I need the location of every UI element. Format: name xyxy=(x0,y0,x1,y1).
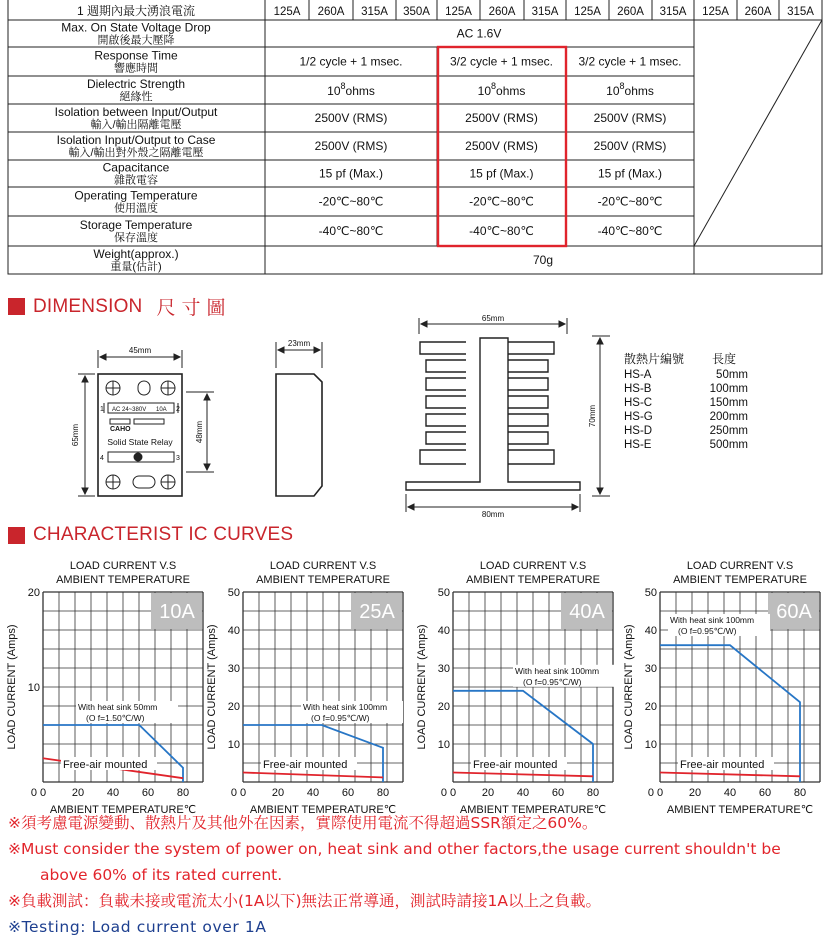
note-2: ※Must consider the system of power on, heat sink and other factors,the usage current shouldn't be above 60% of its rated current. xyxy=(8,840,781,884)
x-tick-label: 80 xyxy=(793,787,807,799)
row-label-cn: 保存溫度 xyxy=(114,232,158,244)
chart-title-line1: LOAD CURRENT V.S xyxy=(686,560,794,572)
current-cell: 125A xyxy=(273,6,301,18)
y-tick-label: 20 xyxy=(437,701,450,713)
row-value: AC 1.6V xyxy=(456,26,502,41)
row-labels xyxy=(55,21,218,274)
chart-title-line1: LOAD CURRENT V.S xyxy=(269,560,377,572)
free-air-label: Free-air mounted xyxy=(263,759,348,771)
x-tick-label: 0 xyxy=(39,787,47,799)
x-tick-label: 20 xyxy=(271,787,285,799)
row-label-en: Isolation between Input/Output xyxy=(54,105,218,119)
pin-2: 2 xyxy=(176,406,180,413)
free-air-label: Free-air mounted xyxy=(473,759,558,771)
row-label-cn: 絕緣性 xyxy=(119,91,153,103)
y-axis-label: LOAD CURRENT (Amps) xyxy=(206,624,218,750)
free-air-label: Free-air mounted xyxy=(63,759,148,771)
heatsink-code: HS-A xyxy=(624,369,652,381)
row-label-cn: 使用溫度 xyxy=(114,202,158,215)
row-value: $10^8ohms$ xyxy=(606,81,654,98)
chart-title-line2: AMBIENT TEMPERATURE xyxy=(673,574,807,586)
current-cell: 315A xyxy=(531,6,559,18)
y-axis-label: LOAD CURRENT (Amps) xyxy=(6,624,18,750)
row-label-en: Weight(approx.) xyxy=(93,247,179,261)
chart-title-line2: AMBIENT TEMPERATURE xyxy=(56,574,190,586)
y-tick-label: 30 xyxy=(437,663,450,675)
current-cell: 125A xyxy=(574,6,601,18)
x-axis-label: AMBIENT TEMPERATURE℃ xyxy=(49,804,197,816)
heatsink-label: With heat sink 50mm xyxy=(78,702,158,712)
y-tick-label: 20 xyxy=(227,701,240,713)
rating-badge-label: 60A xyxy=(776,601,812,623)
note-1: ※須考慮電源變動、散熱片及其他外在因素，實際使用電流不得超過SSR額定之60%。 xyxy=(8,814,598,832)
x-tick-label: 20 xyxy=(481,787,495,799)
row-label-cn: 輸入/輸出隔離電壓 xyxy=(90,119,182,131)
y-tick-label: 10 xyxy=(27,682,40,694)
section-square-icon xyxy=(8,527,25,544)
free-air-curve xyxy=(453,773,593,777)
x-tick-label: 20 xyxy=(688,787,702,799)
chart-10A xyxy=(6,560,203,816)
front-width-label: 45mm xyxy=(128,346,152,355)
y-tick-label: 0 xyxy=(30,787,37,799)
y-tick-label: 0 xyxy=(647,787,654,799)
x-tick-label: 40 xyxy=(723,787,737,799)
row-value: 15 pf (Max.) xyxy=(469,166,534,181)
chart-title-line1: LOAD CURRENT V.S xyxy=(69,560,177,572)
current-cell: 315A xyxy=(361,6,388,18)
row-label-cn: 輸入/輸出對外殼之隔離電壓 xyxy=(68,147,204,159)
heatsink-curve xyxy=(43,725,183,782)
brand-logo: CAHO xyxy=(110,426,131,433)
current-cell: 125A xyxy=(702,6,729,18)
chart-40A xyxy=(416,560,615,816)
x-tick-label: 80 xyxy=(586,787,600,799)
y-tick-label: 10 xyxy=(227,739,240,751)
pin-1: 1 xyxy=(100,406,104,413)
x-tick-label: 80 xyxy=(176,787,190,799)
free-air-label: Free-air mounted xyxy=(680,759,765,771)
row-value: 1/2 cycle + 1 msec. xyxy=(299,54,403,69)
dimension-title-cn: 尺寸圖 xyxy=(156,297,232,319)
x-tick-label: 40 xyxy=(106,787,120,799)
label-voltage: AC 24~380V xyxy=(112,407,147,413)
row-value: 2500V (RMS) xyxy=(465,139,538,153)
rating-badge-label: 25A xyxy=(359,601,395,623)
label-current: 10A xyxy=(156,407,167,413)
row-label-en: Operating Temperature xyxy=(74,188,198,203)
pin-4: 4 xyxy=(100,455,104,462)
notes xyxy=(8,810,823,940)
x-tick-label: 0 xyxy=(239,787,247,799)
heatsink-code: HS-D xyxy=(624,425,653,437)
row-label-en: Isolation Input/Output to Case xyxy=(56,133,216,147)
heatsink-table xyxy=(624,351,748,451)
row-label-cn: 重量(估計) xyxy=(110,261,162,273)
x-tick-label: 0 xyxy=(449,787,457,799)
row-value: 15 pf (Max.) xyxy=(318,166,384,181)
x-tick-label: 60 xyxy=(341,787,355,799)
y-tick-label: 40 xyxy=(227,625,240,637)
y-tick-label: 20 xyxy=(644,701,657,713)
x-tick-label: 60 xyxy=(551,787,565,799)
y-tick-label: 10 xyxy=(644,739,657,751)
row-value: -40℃~80℃ xyxy=(597,224,663,238)
row-value: 15 pf (Max.) xyxy=(597,166,663,181)
note-3: ※負載測試：負載未接或電流太小(1A以下)無法正常導通，測試時請接1A以上之負載。 xyxy=(8,892,602,910)
row-value: $10^8ohms$ xyxy=(327,81,375,98)
heatsink-base-label: 80mm xyxy=(481,510,505,519)
row-label-cn: 雜散電容 xyxy=(114,174,158,187)
row-value: 2500V (RMS) xyxy=(314,111,388,125)
row-value: -20℃~80℃ xyxy=(318,194,384,209)
chart-title-line2: AMBIENT TEMPERATURE xyxy=(256,574,390,586)
heatsink-theta: (O f=0.95℃/W) xyxy=(311,713,370,723)
x-tick-label: 40 xyxy=(516,787,530,799)
free-air-curve xyxy=(243,773,383,778)
heatsink-label: With heat sink 100mm xyxy=(303,702,388,712)
y-axis-label: LOAD CURRENT (Amps) xyxy=(623,624,635,750)
heatsink-label: With heat sink 100mm xyxy=(670,615,755,625)
ssr-side-body xyxy=(276,374,322,496)
curves-title: CHARACTERIST IC CURVES xyxy=(33,524,294,545)
row-value: -20℃~80℃ xyxy=(597,194,663,209)
product-label: Solid State Relay xyxy=(107,437,173,447)
x-axis-label: AMBIENT TEMPERATURE℃ xyxy=(666,804,814,816)
x-tick-label: 20 xyxy=(71,787,85,799)
heatsink-code: HS-E xyxy=(624,439,652,451)
row-label-cn: 開啟後最大壓降 xyxy=(97,34,175,47)
y-tick-label: 30 xyxy=(644,663,657,675)
free-air-curve xyxy=(660,773,800,777)
heatsink-height-label: 70mm xyxy=(588,404,597,428)
x-tick-label: 80 xyxy=(376,787,390,799)
current-cell: 260A xyxy=(317,6,345,18)
current-cell: 260A xyxy=(488,6,516,18)
heatsink-code: HS-B xyxy=(624,383,652,395)
row-label-en: Dielectric Strength xyxy=(86,77,186,91)
heatsink-code: HS-C xyxy=(624,397,653,409)
heatsink-length: 200mm xyxy=(709,411,748,423)
row-value: 2500V (RMS) xyxy=(593,139,667,153)
y-tick-label: 10 xyxy=(437,739,450,751)
row-value: 2500V (RMS) xyxy=(465,111,538,125)
y-tick-label: 0 xyxy=(440,787,447,799)
row-value: 3/2 cycle + 1 msec. xyxy=(578,54,682,69)
inner-height-label: 48mm xyxy=(195,420,204,444)
chart-60A xyxy=(623,560,820,816)
heatsink-code-header: 散熱片編號 xyxy=(624,352,685,366)
heatsink-length: 150mm xyxy=(709,397,748,409)
y-tick-label: 50 xyxy=(227,587,240,599)
rating-badge-label: 40A xyxy=(569,601,605,623)
note-4: ※Testing: Load current over 1A xyxy=(8,918,267,936)
heatsink-theta: (O f=1.50℃/W) xyxy=(86,713,145,723)
heatsink-length-header: 長度 xyxy=(712,352,737,366)
heatsink-theta: (O f=0.95℃/W) xyxy=(523,676,582,687)
heatsink-length: 500mm xyxy=(709,439,748,451)
current-cell: 315A xyxy=(787,6,814,18)
y-tick-label: 50 xyxy=(644,587,657,599)
row-value: -40℃~80℃ xyxy=(469,224,534,238)
x-tick-label: 40 xyxy=(306,787,320,799)
dimension-title: DIMENSION xyxy=(33,295,143,317)
row-label-en: Response Time xyxy=(94,48,178,63)
heatsink-length: 100mm xyxy=(709,383,748,395)
top-row-currents xyxy=(274,6,815,18)
current-cell: 260A xyxy=(617,6,644,18)
front-height-label: 65mm xyxy=(71,423,80,447)
y-tick-label: 40 xyxy=(437,625,450,637)
dimension-drawing xyxy=(0,312,830,520)
heatsink-label: With heat sink 100mm xyxy=(515,665,600,676)
y-tick-label: 30 xyxy=(227,663,240,675)
y-tick-label: 20 xyxy=(27,587,40,599)
pin-3: 3 xyxy=(176,455,180,462)
x-tick-label: 60 xyxy=(141,787,155,799)
chart-25A xyxy=(206,560,403,816)
x-tick-label: 60 xyxy=(758,787,772,799)
row-value: $10^8ohms$ xyxy=(477,81,526,98)
y-tick-label: 0 xyxy=(230,787,237,799)
row-value: -20℃~80℃ xyxy=(469,194,534,209)
y-tick-label: 40 xyxy=(644,625,657,637)
row-value: 3/2 cycle + 1 msec. xyxy=(449,54,554,69)
row-value: 2500V (RMS) xyxy=(593,111,667,125)
row-label-en: Max. On State Voltage Drop xyxy=(61,20,211,35)
heatsink-width-label: 65mm xyxy=(481,314,505,323)
x-axis-label: AMBIENT TEMPERATURE℃ xyxy=(459,804,607,816)
heatsink-drawing xyxy=(406,338,580,490)
row-label-en: Capacitance xyxy=(102,160,170,175)
x-axis-label: AMBIENT TEMPERATURE℃ xyxy=(249,804,397,816)
rating-badge-label: 10A xyxy=(159,601,195,623)
y-tick-label: 50 xyxy=(437,587,450,599)
row-value: 2500V (RMS) xyxy=(314,139,388,153)
side-depth-label: 23mm xyxy=(287,339,311,348)
heatsink-theta: (O f=0.95℃/W) xyxy=(678,626,737,636)
heatsink-length: 250mm xyxy=(709,425,748,437)
top-row-label-en xyxy=(106,0,166,1)
chart-title-line2: AMBIENT TEMPERATURE xyxy=(466,574,600,586)
heatsink-code: HS-G xyxy=(624,411,653,423)
top-row-label-cn: 1 週期內最大湧浪電流 xyxy=(76,4,196,18)
row-value: 70g xyxy=(532,253,554,267)
y-axis-label: LOAD CURRENT (Amps) xyxy=(416,624,428,750)
heatsink-length: 50mm xyxy=(716,369,748,381)
current-cell: 315A xyxy=(659,6,687,18)
curves-heading xyxy=(8,524,293,546)
spec-table xyxy=(0,0,830,280)
characteristic-curves xyxy=(0,552,830,816)
row-values xyxy=(299,27,681,268)
row-label-cn: 響應時間 xyxy=(114,62,158,75)
current-cell: 260A xyxy=(744,6,772,18)
x-tick-label: 0 xyxy=(656,787,664,799)
ssr-front-body xyxy=(98,374,182,496)
current-cell: 350A xyxy=(403,6,430,18)
row-value: -40℃~80℃ xyxy=(318,224,384,238)
row-label-en: Storage Temperature xyxy=(79,218,193,232)
current-cell: 125A xyxy=(445,6,472,18)
chart-title-line1: LOAD CURRENT V.S xyxy=(479,560,587,572)
